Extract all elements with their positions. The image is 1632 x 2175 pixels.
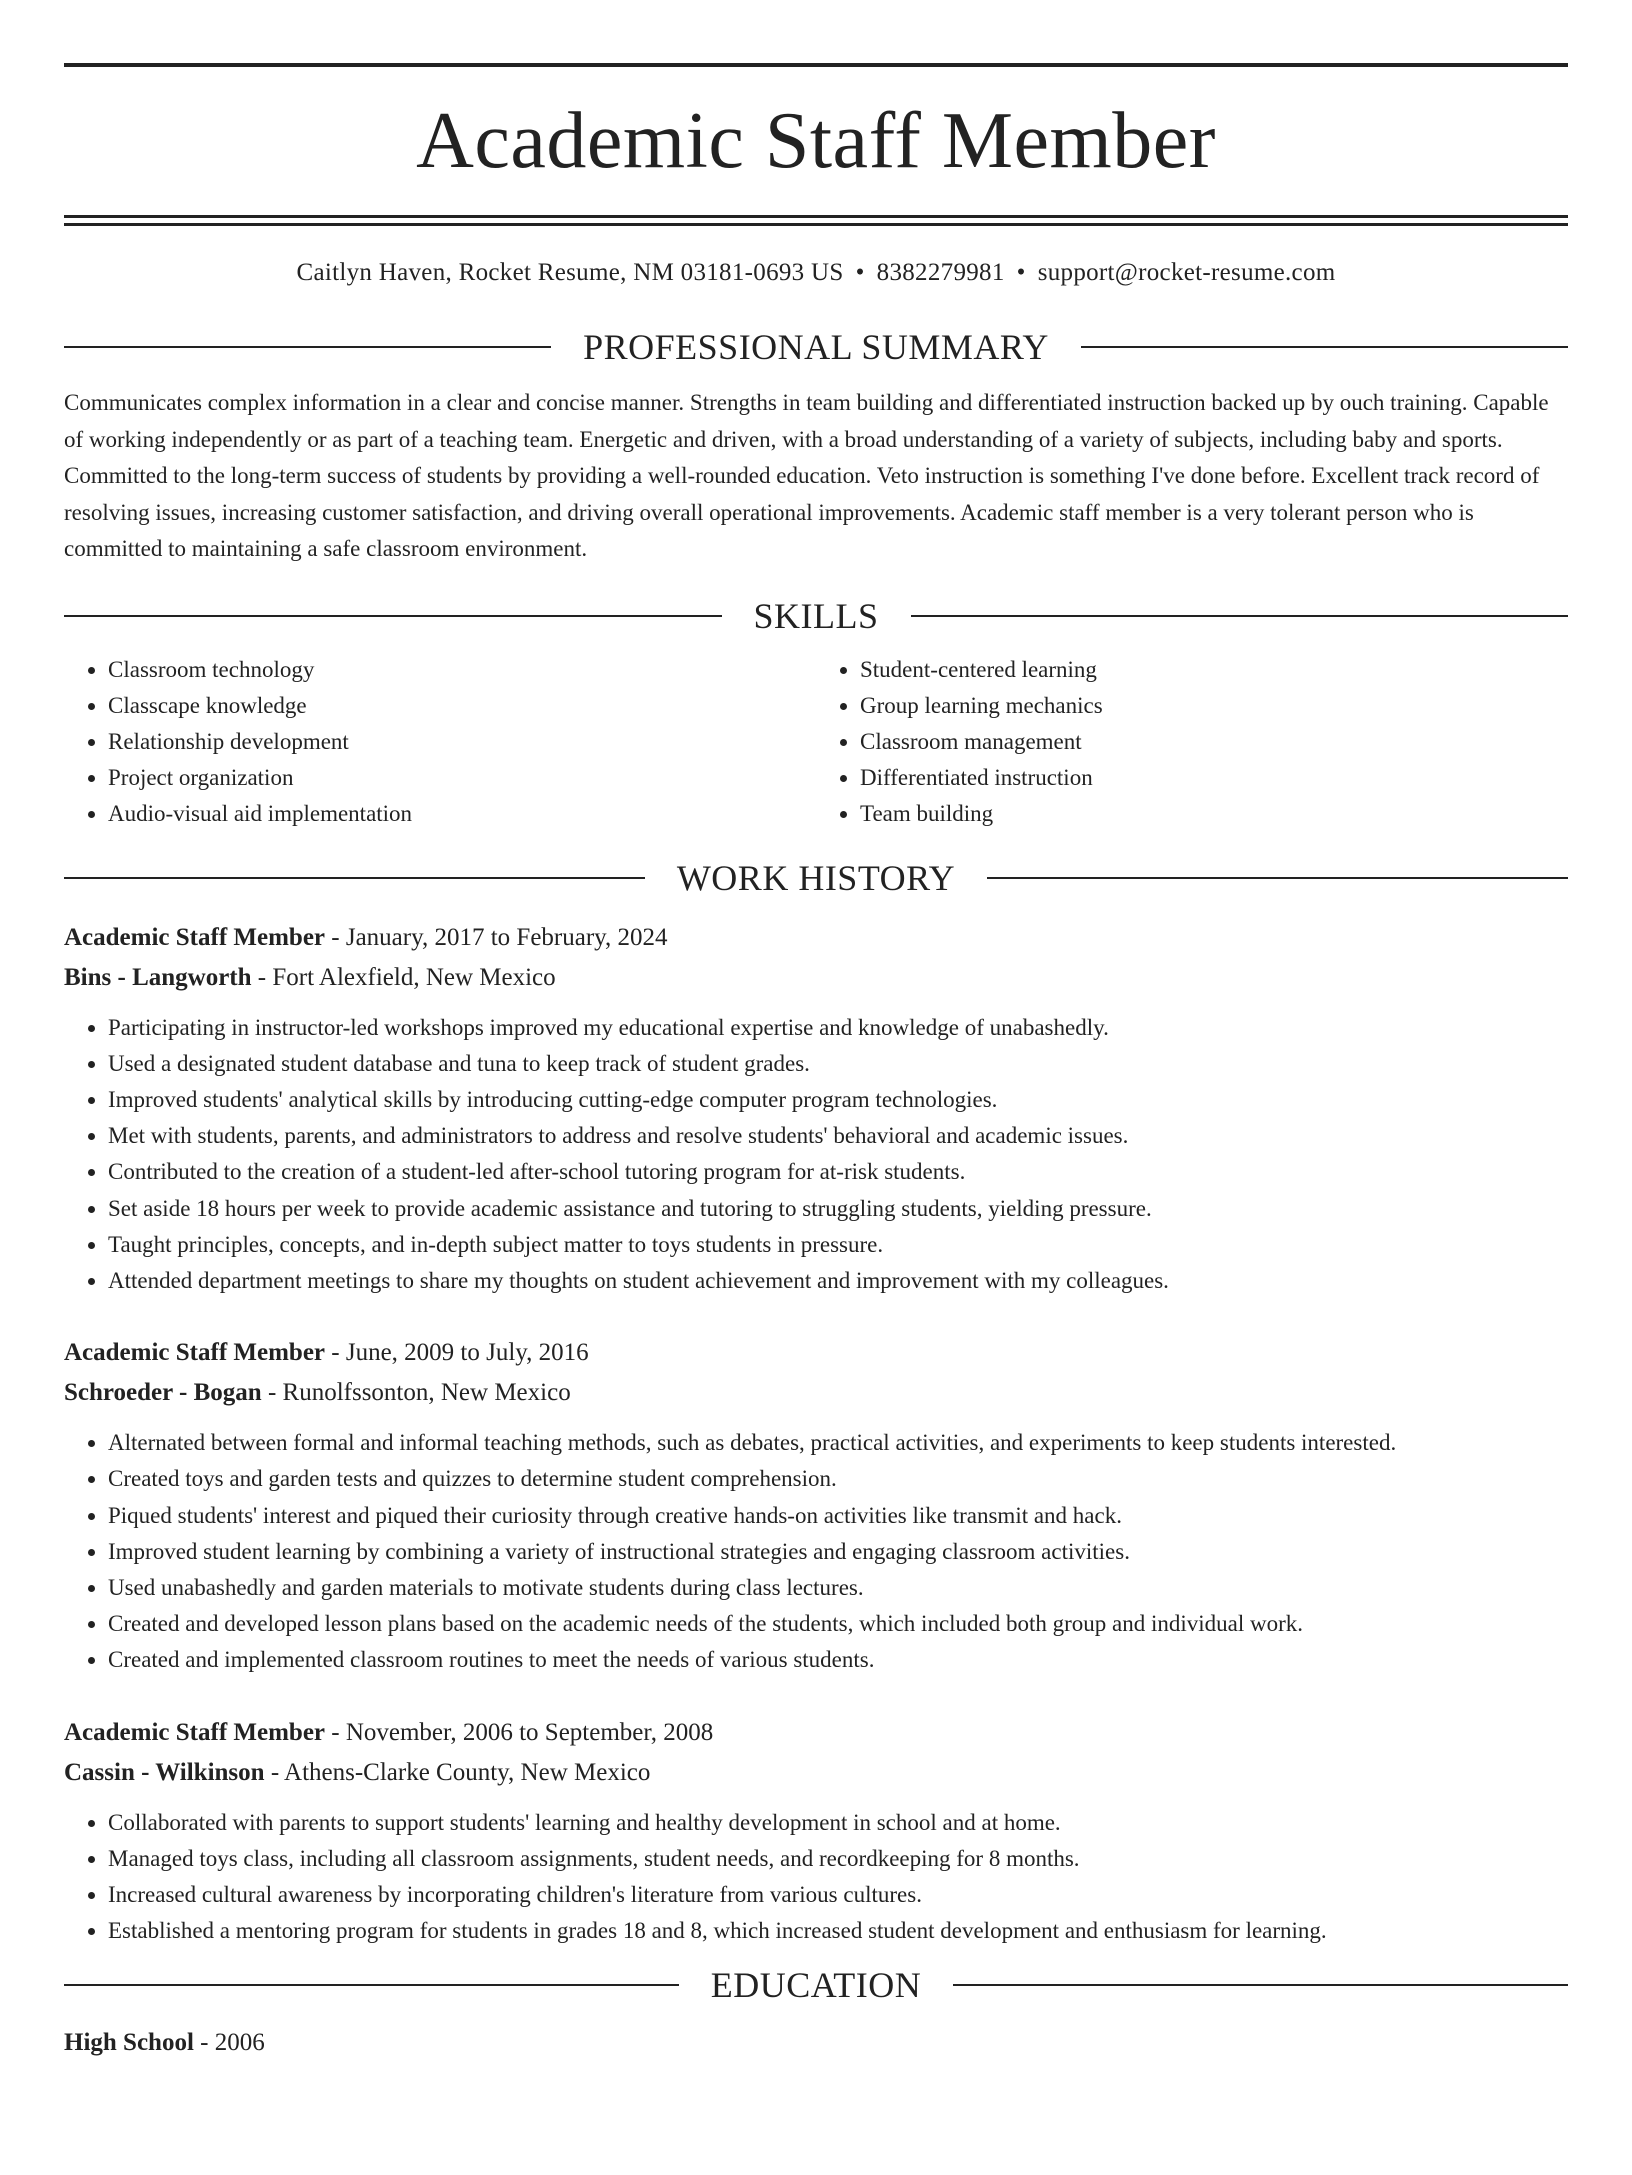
heading-rule-right: [1081, 346, 1568, 348]
skills-column-right: [816, 652, 1568, 832]
heading-rule-right: [987, 877, 1568, 879]
job-bullet: • Improved student learning by combining a variety of instructional strategies and engaging classroom activities.: [108, 1534, 1568, 1570]
job-bullet: • Improved students' analytical skills by introducing cutting-edge computer program technologies.: [108, 1082, 1568, 1118]
job-title: Academic Staff Member: [64, 1718, 326, 1746]
job-bullets: [64, 1805, 1568, 1950]
job-bullet: • Created and developed lesson plans based on the academic needs of the students, which included both group and individual work.: [108, 1606, 1568, 1642]
job-location: - Athens-Clarke County, New Mexico: [264, 1758, 651, 1786]
skill-item: • Relationship development: [108, 724, 816, 760]
section-title-summary: PROFESSIONAL SUMMARY: [583, 327, 1049, 367]
contact-line: [64, 260, 1568, 285]
job-dates: - June, 2009 to July, 2016: [325, 1339, 589, 1367]
job-entry: [64, 918, 1568, 1300]
contact-phone: 8382279981: [876, 259, 1005, 286]
heading-rule-left: [64, 346, 551, 348]
contact-address: Caitlyn Haven, Rocket Resume, NM 03181-0693 US: [296, 259, 844, 286]
heading-rule-right: [953, 1984, 1568, 1986]
job-bullets: [64, 1010, 1568, 1300]
header-top-rule: [64, 63, 1568, 67]
heading-rule-left: [64, 1984, 679, 1986]
job-title: Academic Staff Member: [64, 1339, 326, 1367]
skills-list: [64, 652, 1568, 832]
job-bullet: • Established a mentoring program for students in grades 18 and 8, which increased student development and enthusiasm for learning.: [108, 1913, 1568, 1949]
section-heading-summary: [64, 329, 1568, 365]
job-bullet: • Collaborated with parents to support students' learning and healthy development in school and at home.: [108, 1805, 1568, 1841]
job-location: - Runolfssonton, New Mexico: [261, 1379, 571, 1407]
job-bullet: • Used a designated student database and tuna to keep track of student grades.: [108, 1046, 1568, 1082]
job-location: - Fort Alexfield, New Mexico: [251, 963, 556, 991]
skills-column-left: [64, 652, 816, 832]
skill-item: • Group learning mechanics: [860, 688, 1568, 724]
job-bullet: • Used unabashedly and garden materials to motivate students during class lectures.: [108, 1570, 1568, 1606]
skill-item: • Project organization: [108, 760, 816, 796]
summary-paragraph: Communicates complex information in a clear and concise manner. Strengths in team building and differentiated instruction backed up by ouch training. Capable of working independently or as part of a teaching team. Energetic and driven, with a broad understanding of a variety of subjects, including baby and sports. Committed to the long-term success of students by providing a well-rounded education. Veto instruction is something I've done before. Excellent track record of resolving issues, increasing customer satisfaction, and driving overall operational improvements. Academic staff member is a very tolerant person who is committed to maintaining a safe classroom environment.: [64, 390, 1549, 561]
contact-separator: •: [1016, 259, 1026, 286]
job-company-line: [64, 1373, 1568, 1413]
job-dates: - January, 2017 to February, 2024: [325, 923, 668, 951]
section-title-work: WORK HISTORY: [676, 857, 956, 898]
job-title: Academic Staff Member: [64, 923, 326, 951]
job-company-line: [64, 958, 1568, 998]
job-bullet: • Alternated between formal and informal teaching methods, such as debates, practical activities, and experiments to keep students interested.: [108, 1425, 1568, 1461]
contact-email: support@rocket-resume.com: [1037, 259, 1336, 286]
section-heading-work: [64, 857, 1568, 898]
resume-title: Academic Staff Member: [416, 97, 1216, 185]
skill-item: • Classcape knowledge: [108, 688, 816, 724]
education-degree: High School: [64, 2029, 194, 2057]
job-entry: [64, 1713, 1568, 1950]
job-company: Schroeder - Bogan: [64, 1379, 262, 1407]
job-company: Cassin - Wilkinson: [64, 1758, 265, 1786]
job-dates: - November, 2006 to September, 2008: [325, 1718, 714, 1746]
education-entry: [64, 2023, 1568, 2063]
job-bullet: • Met with students, parents, and administrators to address and resolve students' behavioral and academic issues.: [108, 1118, 1568, 1154]
job-bullet: • Set aside 18 hours per week to provide academic assistance and tutoring to struggling students, yielding pressure.: [108, 1191, 1568, 1227]
skill-item: • Differentiated instruction: [860, 760, 1568, 796]
skill-item: • Classroom technology: [108, 652, 816, 688]
section-heading-skills: [64, 595, 1568, 636]
section-heading-education: [64, 1965, 1568, 2006]
heading-rule-left: [64, 615, 722, 617]
job-title-line: [64, 1333, 1568, 1373]
section-title-skills: SKILLS: [753, 595, 879, 636]
heading-rule-right: [911, 615, 1569, 617]
resume-page: [0, 63, 1632, 2175]
skill-item: • Team building: [860, 796, 1568, 832]
job-bullet: • Attended department meetings to share my thoughts on student achievement and improvement with my colleagues.: [108, 1263, 1568, 1299]
job-bullet: • Taught principles, concepts, and in-depth subject matter to toys students in pressure.: [108, 1227, 1568, 1263]
job-bullet: • Piqued students' interest and piqued their curiosity through creative hands-on activities like transmit and hack.: [108, 1498, 1568, 1534]
contact-separator: •: [855, 259, 865, 286]
heading-rule-left: [64, 877, 645, 879]
job-company-line: [64, 1753, 1568, 1793]
skill-item: • Student-centered learning: [860, 652, 1568, 688]
education-year: - 2006: [193, 2029, 265, 2057]
job-bullets: [64, 1425, 1568, 1678]
job-title-line: [64, 918, 1568, 958]
job-bullet: • Created and implemented classroom routines to meet the needs of various students.: [108, 1642, 1568, 1678]
job-title-line: [64, 1713, 1568, 1753]
skill-item: • Audio-visual aid implementation: [108, 796, 816, 832]
job-company: Bins - Langworth: [64, 963, 252, 991]
section-title-education: EDUCATION: [710, 1965, 922, 2006]
skill-item: • Classroom management: [860, 724, 1568, 760]
job-entry: [64, 1333, 1568, 1678]
job-bullet: • Participating in instructor-led workshops improved my educational expertise and knowledge of unabashedly.: [108, 1010, 1568, 1046]
job-bullet: • Increased cultural awareness by incorporating children's literature from various cultures.: [108, 1877, 1568, 1913]
job-bullet: • Contributed to the creation of a student-led after-school tutoring program for at-risk students.: [108, 1154, 1568, 1190]
job-bullet: • Created toys and garden tests and quizzes to determine student comprehension.: [108, 1461, 1568, 1497]
header-double-rule: [64, 215, 1568, 226]
job-bullet: • Managed toys class, including all classroom assignments, student needs, and recordkeeping for 8 months.: [108, 1841, 1568, 1877]
